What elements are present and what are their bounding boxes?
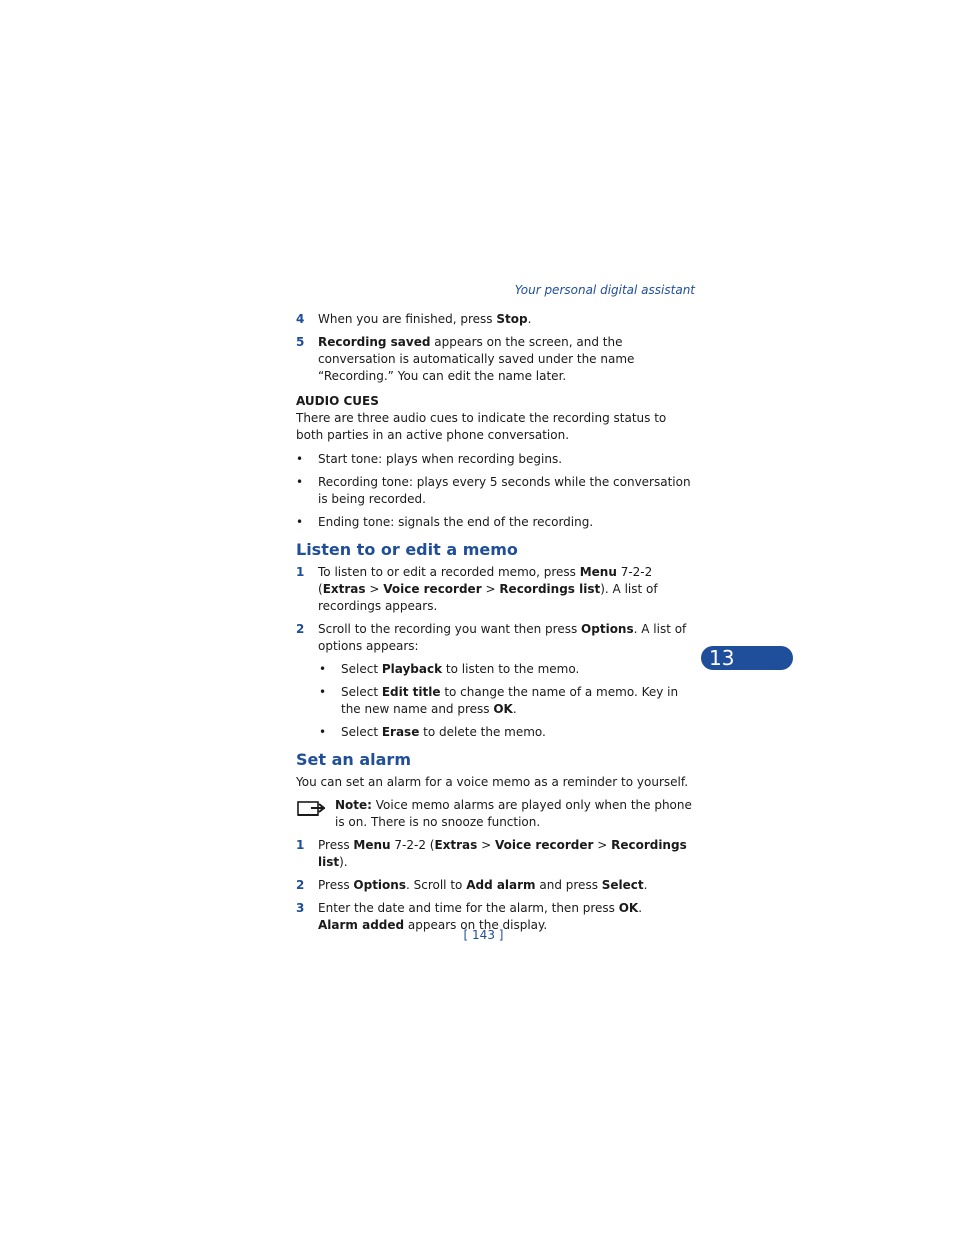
ui-term: Edit title [381, 685, 441, 699]
option-text [341, 685, 678, 716]
text-run: to delete the memo. [419, 725, 546, 739]
ui-term: Recordings list [499, 582, 601, 596]
option-item [296, 724, 696, 741]
step-number: 3 [296, 901, 305, 915]
step-4 [296, 311, 696, 328]
note-label: Note: [335, 798, 372, 812]
text-run: Select [341, 662, 382, 676]
text-run: appears on the display. [404, 918, 548, 932]
content-column [296, 311, 696, 940]
text-run: . [512, 702, 517, 716]
alarm-step-1 [296, 837, 696, 871]
text-run: Scroll to the recording you want then press [318, 622, 582, 636]
step-text [318, 878, 647, 892]
list-item: • Start tone: plays when recording begins. [296, 451, 696, 468]
step-text [318, 312, 531, 326]
text-run: When you are finished, press [318, 312, 497, 326]
ui-term: Menu [579, 565, 617, 579]
ui-term: OK [618, 901, 639, 915]
text-run: Press [318, 838, 354, 852]
page-number: [ 143 ] [463, 928, 504, 942]
listen-step-1 [296, 564, 696, 615]
step-text [318, 622, 686, 653]
ui-term: Select [601, 878, 644, 892]
note-icon [297, 799, 325, 819]
step-number: 2 [296, 622, 305, 636]
ui-term: Voice recorder [494, 838, 594, 852]
option-text [341, 725, 546, 739]
note-text: Voice memo alarms are played only when the phone is on. There is no snooze function. [335, 798, 692, 829]
ui-term: Options [353, 878, 406, 892]
text-run: . [527, 312, 532, 326]
text-run: > [477, 838, 495, 852]
step-text [318, 335, 634, 383]
text-run: > [365, 582, 384, 596]
ui-term: OK [493, 702, 513, 716]
text-run: Enter the date and time for the alarm, then press [318, 901, 619, 915]
step-text [318, 565, 658, 613]
step-number: 1 [296, 838, 305, 852]
step-5 [296, 334, 696, 385]
text-run: 7-2-2 ( [318, 565, 653, 596]
text-run: Select [341, 685, 382, 699]
ui-term: Voice recorder [383, 582, 482, 596]
text-run: > [481, 582, 500, 596]
text-run: ). [339, 855, 348, 869]
ui-term: Playback [381, 662, 443, 676]
note-block [296, 797, 696, 831]
alarm-step-2 [296, 877, 696, 894]
option-item [296, 661, 696, 678]
list-item: • Ending tone: signals the end of the recording. [296, 514, 696, 531]
text-run: . A list of options appears: [318, 622, 687, 653]
step-number: 4 [296, 312, 305, 326]
text-run: . [643, 878, 648, 892]
text-run: . Scroll to [405, 878, 467, 892]
text-run: 7-2-2 ( [390, 838, 435, 852]
text-run: to listen to the memo. [442, 662, 580, 676]
step-number: 2 [296, 878, 305, 892]
listen-heading: Listen to or edit a memo [296, 540, 518, 559]
option-item [296, 684, 696, 718]
ui-term: Menu [353, 838, 391, 852]
option-text [341, 662, 579, 676]
ui-term: Erase [381, 725, 420, 739]
ui-term: Stop [496, 312, 528, 326]
ui-term: Extras [434, 838, 478, 852]
ui-term: Recording saved [318, 335, 431, 349]
text-run: > [593, 838, 612, 852]
step-text [318, 838, 687, 869]
listen-step-2 [296, 621, 696, 655]
step-number: 1 [296, 565, 305, 579]
ui-term: Recordings list [318, 838, 687, 869]
chapter-tab: 13 [701, 646, 793, 670]
text-run: appears on the screen, and the conversation is automatically saved under the name “Recording.” You can edit the name later. [318, 335, 635, 383]
running-header: Your personal digital assistant [514, 283, 695, 297]
ui-term: Options [581, 622, 634, 636]
text-run: to change the name of a memo. Key in the new name and press [341, 685, 679, 716]
ui-term: Alarm added [318, 918, 405, 932]
step-number: 5 [296, 335, 305, 349]
text-run: To listen to or edit a recorded memo, press [318, 565, 580, 579]
alarm-heading: Set an alarm [296, 750, 411, 769]
audio-cues-intro: There are three audio cues to indicate the recording status to both parties in an active phone conversation. [296, 411, 667, 442]
text-run: and press [535, 878, 602, 892]
text-run: ). A list of recordings appears. [318, 582, 658, 613]
text-run: Press [318, 878, 354, 892]
list-item: • Recording tone: plays every 5 seconds while the conversation is being recorded. [296, 474, 696, 508]
ui-term: Extras [322, 582, 366, 596]
text-run: Select [341, 725, 382, 739]
ui-term: Add alarm [466, 878, 536, 892]
text-run: . [638, 901, 643, 915]
audio-cues-heading: AUDIO CUES [296, 394, 379, 408]
alarm-intro: You can set an alarm for a voice memo as a reminder to yourself. [296, 775, 689, 789]
